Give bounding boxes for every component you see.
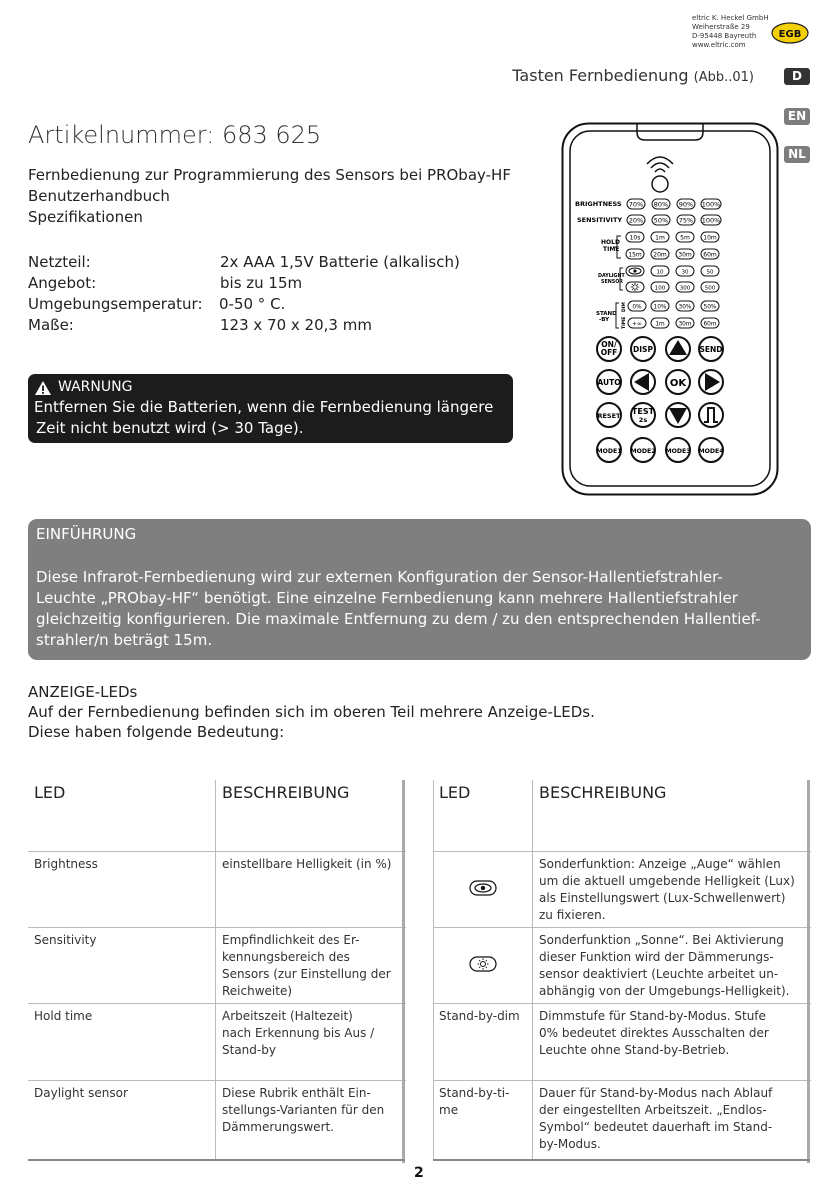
remote-standby-option: +∞ <box>632 321 642 328</box>
table-border <box>28 1159 405 1161</box>
table-row <box>433 928 811 1004</box>
spec-label: Umgebungsemperatur: <box>28 295 203 313</box>
table-row <box>28 852 406 928</box>
table-header-row <box>433 780 811 852</box>
remote-mode4-button: MODE4 <box>698 448 724 455</box>
remote-time-label: TIME <box>622 316 627 329</box>
remote-standby-option: 30% <box>678 304 692 311</box>
remote-test-button: 2s <box>638 416 648 424</box>
remote-onoff-button: ON/ <box>601 340 617 349</box>
remote-sensitivity-option: 100% <box>701 216 721 225</box>
introduction-line: gleichzeitig konfigurieren. Die maximale Entfernung zu dem / zu den entsprechenden Hallentief- <box>36 610 761 628</box>
lang-tab-d[interactable]: D <box>784 68 810 85</box>
led-table-left <box>28 780 406 1160</box>
company-line: eltric K. Heckel GmbH <box>692 14 769 22</box>
table-border <box>402 780 405 1163</box>
spec-row <box>28 294 286 315</box>
spec-row <box>28 252 460 273</box>
remote-standby-label: STAND <box>596 311 617 317</box>
remote-daylight-label: SENSOR <box>601 280 623 285</box>
warning-box <box>28 374 513 443</box>
intro-lines <box>28 165 511 228</box>
remote-dim-label: DIM <box>622 302 627 312</box>
remote-standby-option: 0% <box>632 304 642 311</box>
warning-title: WARNUNG <box>58 379 133 395</box>
table-header-led: LED <box>34 783 66 802</box>
table-divider <box>215 780 216 1160</box>
table-divider <box>532 780 533 1160</box>
table-header-description: BESCHREIBUNG <box>539 783 667 802</box>
led-section-title: ANZEIGE-LEDs <box>28 683 138 701</box>
remote-daylight-option: 500 <box>704 285 716 292</box>
table-row <box>433 1081 811 1159</box>
warning-line: Entfernen Sie die Batterien, wenn die Fernbedienung längere <box>34 398 494 416</box>
table-cell-description: Dimmstufe für Stand-by-Modus. Stufe 0% bedeutet direktes Ausschalten der Leuchte ohne Stand-by-Betrieb. <box>539 1009 769 1057</box>
table-row <box>28 1004 406 1081</box>
table-cell-description: Dauer für Stand-by-Modus nach Ablauf der eingestellten Arbeitszeit. „Endlos- Symbol“ bedeutet dauerhaft im Stand- by-Modus. <box>539 1086 773 1151</box>
remote-hold-option: 10s <box>629 234 641 242</box>
remote-test-button: TEST <box>631 407 655 416</box>
company-line: www.eltric.com <box>692 41 746 49</box>
warning-triangle-icon <box>34 380 52 396</box>
remote-brightness-option: 100% <box>701 200 721 209</box>
introduction-title: EINFÜHRUNG <box>36 525 137 543</box>
remote-daylight-option: 100 <box>654 285 666 292</box>
spec-row <box>28 315 372 336</box>
intro-line: Fernbedienung zur Programmierung des Sensors bei PRObay-HF <box>28 166 511 184</box>
remote-ok-button: OK <box>669 378 687 389</box>
page-heading-main: Tasten Fernbedienung <box>512 66 689 85</box>
table-cell-description: Empfindlichkeit des Er- kennungsbereich des Sensors (zur Einstellung der Reichweite) <box>222 933 391 998</box>
company-line: Weiherstraße 29 <box>692 23 750 31</box>
table-cell-led: Stand-by-ti- me <box>439 1086 510 1117</box>
table-cell-led: Stand-by-dim <box>439 1009 520 1023</box>
warning-line: Zeit nicht benutzt wird (> 30 Tage). <box>36 419 304 437</box>
remote-control-illustration <box>561 122 779 496</box>
table-cell-description: Sonderfunktion: Anzeige „Auge“ wählen um die aktuell umgebende Helligkeit (Lux) als Einstellungswert (Lux-Schwellenwert) zu fixieren. <box>539 857 795 922</box>
remote-daylight-option: 10 <box>656 269 664 276</box>
table-header-led: LED <box>439 783 471 802</box>
remote-hold-option: 10m <box>703 234 717 242</box>
table-cell-description: Arbeitszeit (Haltezeit) nach Erkennung bis Aus / Stand-by <box>222 1009 375 1057</box>
intro-line: Benutzerhandbuch <box>28 187 170 205</box>
spec-row <box>28 273 303 294</box>
introduction-line: Leuchte „PRObay-HF“ benötigt. Eine einzelne Fernbedienung kann mehrere Hallentiefstrahler <box>36 589 738 607</box>
table-cell-led: Sensitivity <box>34 933 97 947</box>
remote-brightness-option: 70% <box>628 200 644 209</box>
table-cell-description: Sonderfunktion „Sonne“. Bei Aktivierung dieser Funktion wird der Dämmerungs- sensor deaktiviert (Leuchte arbeitet un- abhängig von der Umgebungs-Helligkeit). <box>539 933 790 998</box>
table-row <box>433 1004 811 1081</box>
remote-daylight-label: DAYLIGHT <box>598 274 625 279</box>
led-table-right <box>433 780 811 1160</box>
remote-daylight-option: 30 <box>681 269 689 276</box>
spec-label: Angebot: <box>28 274 97 292</box>
remote-sensitivity-label: SENSITIVITY <box>577 216 623 224</box>
table-row <box>28 928 406 1004</box>
introduction-box <box>28 519 811 660</box>
lang-tab-nl[interactable]: NL <box>784 146 810 163</box>
led-section <box>28 682 595 742</box>
spec-value: 0-50 ° C. <box>219 295 286 313</box>
remote-hold-option: 5m <box>680 234 690 242</box>
table-cell-description: Diese Rubrik enthält Ein- stellungs-Varianten für den Dämmerungswert. <box>222 1086 385 1134</box>
spec-list <box>28 252 460 336</box>
remote-standby-option: 50% <box>703 304 717 311</box>
remote-hold-option: 30m <box>678 251 692 259</box>
remote-standby-option: 1m <box>655 321 665 328</box>
introduction-line: strahler/n beträgt 15m. <box>36 631 213 649</box>
remote-standby-option: 10% <box>653 304 667 311</box>
spec-value: 2x AAA 1,5V Batterie (alkalisch) <box>220 253 460 271</box>
led-section-line: Diese haben folgende Bedeutung: <box>28 723 285 741</box>
remote-brightness-label: BRIGHTNESS <box>575 200 622 208</box>
table-cell-led: Hold time <box>34 1009 93 1023</box>
ir-led-icon <box>652 176 668 192</box>
remote-brightness-option: 90% <box>678 200 694 209</box>
table-cell-description: einstellbare Helligkeit (in %) <box>222 857 392 871</box>
remote-mode3-button: MODE3 <box>665 448 691 455</box>
article-title: Artikelnummer: 683 625 <box>28 121 322 149</box>
eye-icon <box>469 880 497 896</box>
table-header-row <box>28 780 406 852</box>
remote-auto-button: AUTO <box>597 378 621 387</box>
remote-standby-option: 30m <box>678 321 692 328</box>
remote-send-button: SEND <box>699 345 723 354</box>
remote-disp-button: DISP <box>633 345 653 354</box>
logo-text: EGB <box>778 29 802 40</box>
spec-value: bis zu 15m <box>220 274 303 292</box>
remote-hold-option: 15m <box>628 251 642 259</box>
spec-label: Netzteil: <box>28 253 91 271</box>
remote-daylight-option: 50 <box>706 269 714 276</box>
remote-sensitivity-option: 75% <box>678 216 694 225</box>
table-row <box>28 1081 406 1159</box>
remote-reset-button: RESET <box>597 412 621 420</box>
remote-mode1-button: MODE1 <box>596 448 622 455</box>
remote-sensitivity-option: 50% <box>653 216 669 225</box>
remote-hold-option: 60m <box>703 251 717 259</box>
remote-brightness-option: 80% <box>653 200 669 209</box>
table-cell-led: Daylight sensor <box>34 1086 128 1100</box>
company-address <box>692 14 769 50</box>
remote-hold-option: 1m <box>655 234 665 242</box>
lang-tab-en[interactable]: EN <box>784 108 810 125</box>
remote-standby-label: -BY <box>599 317 610 323</box>
table-header-description: BESCHREIBUNG <box>222 783 350 802</box>
remote-hold-label: HOLD <box>601 239 620 246</box>
introduction-line: Diese Infrarot-Fernbedienung wird zur externen Konfiguration der Sensor-Hallentiefstrahler- <box>36 568 723 586</box>
remote-hold-option: 20m <box>653 251 667 259</box>
table-border <box>807 780 810 1163</box>
remote-hold-label: TIME <box>603 246 620 253</box>
egb-logo <box>771 22 809 44</box>
remote-mode2-button: MODE2 <box>630 448 656 455</box>
table-border <box>433 1159 810 1161</box>
table-cell-led: Brightness <box>34 857 98 871</box>
table-row <box>433 852 811 928</box>
page-heading <box>512 66 754 85</box>
sun-icon <box>469 956 497 972</box>
page-number: 2 <box>414 1165 424 1181</box>
led-section-line: Auf der Fernbedienung befinden sich im oberen Teil mehrere Anzeige-LEDs. <box>28 703 595 721</box>
page-heading-ref: (Abb..01) <box>693 70 754 85</box>
table-border <box>433 780 434 1160</box>
intro-line: Spezifikationen <box>28 208 143 226</box>
spec-value: 123 x 70 x 20,3 mm <box>220 316 372 334</box>
remote-onoff-button: OFF <box>600 348 618 357</box>
remote-sensitivity-option: 20% <box>628 216 644 225</box>
company-line: D-95448 Bayreuth <box>692 32 757 40</box>
spec-label: Maße: <box>28 316 74 334</box>
remote-daylight-option: 300 <box>679 285 691 292</box>
remote-standby-option: 60m <box>703 321 717 328</box>
